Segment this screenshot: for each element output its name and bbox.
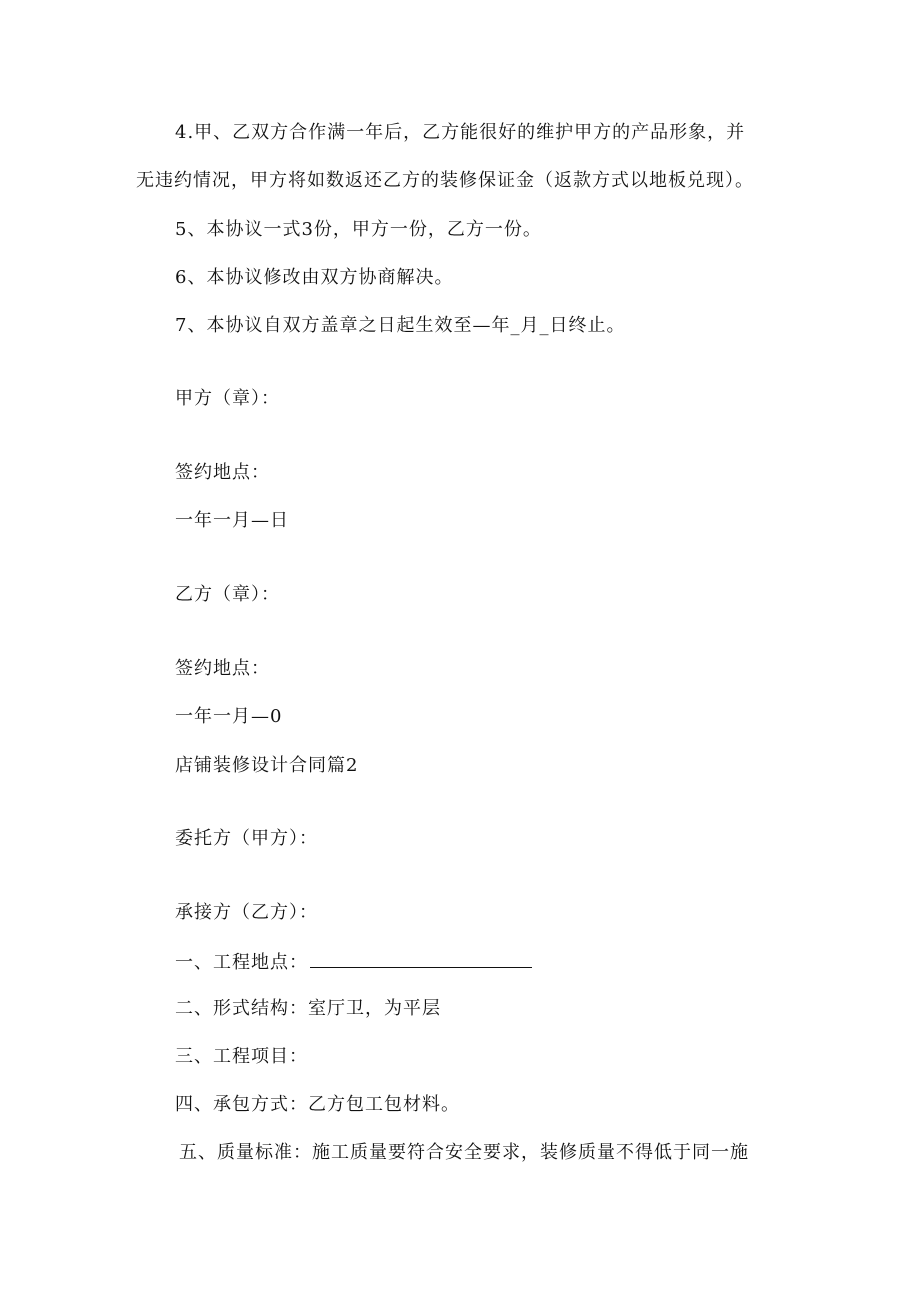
- clause-7: 7、本协议自双方盖章之日起生效至—年_月_日终止。: [175, 315, 626, 336]
- party-b-seal: 乙方（章）：: [175, 584, 280, 605]
- clause-6: 6、本协议修改由双方协商解决。: [175, 267, 454, 288]
- contract-2-heading: 店铺装修设计合同篇2: [175, 755, 359, 776]
- party-a-sign-place: 签约地点：: [175, 462, 270, 483]
- client-party-a: 委托方（甲方）：: [175, 828, 318, 849]
- quality-standard: 五、质量标准：施工质量要符合安全要求，装修质量不得低于同一施: [179, 1142, 749, 1163]
- clause-4-line-1: 4.甲、乙双方合作满一年后，乙方能很好的维护甲方的产品形象，并: [175, 122, 746, 143]
- clause-5: 5、本协议一式3份，甲方一份，乙方一份。: [175, 219, 542, 240]
- structure-form: 二、形式结构：室厅卫，为平层: [175, 998, 441, 1019]
- project-items: 三、工程项目：: [175, 1046, 308, 1067]
- project-location-blank: [310, 949, 532, 968]
- party-b-sign-date: 一年一月—0: [175, 706, 283, 727]
- clause-4-line-2: 无违约情况，甲方将如数返还乙方的装修保证金（返款方式以地板兑现）。: [136, 170, 754, 191]
- contract-method: 四、承包方式：乙方包工包材料。: [175, 1094, 460, 1115]
- party-a-sign-date: 一年一月—日: [175, 510, 289, 531]
- project-location-row: [175, 949, 532, 975]
- contractor-party-b: 承接方（乙方）：: [175, 902, 318, 923]
- party-b-sign-place: 签约地点：: [175, 658, 270, 679]
- project-location-label: 一、工程地点：: [175, 952, 308, 973]
- party-a-seal: 甲方（章）：: [175, 388, 280, 409]
